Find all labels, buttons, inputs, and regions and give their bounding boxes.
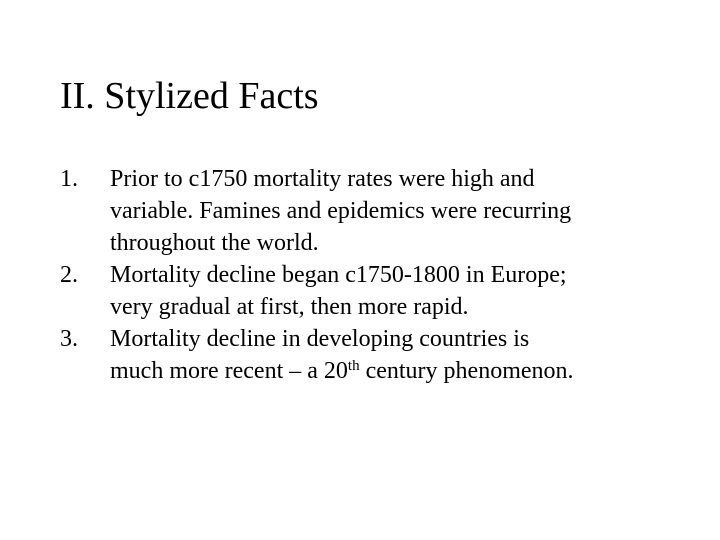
list-item-line: variable. Famines and epidemics were recurring [110, 198, 572, 224]
fact-list [60, 163, 700, 387]
list-item-number: 3. [60, 326, 78, 352]
list-item-line-with-superscript [110, 355, 700, 387]
ordinal-superscript: th [347, 358, 360, 374]
list-item-line-tail: century phenomenon. [359, 358, 574, 384]
list-item-number: 2. [60, 262, 78, 288]
list-item-line: Mortality decline in developing countries is [110, 326, 530, 352]
list-item-line-text: much more recent – a 20 [110, 358, 348, 384]
list-item [60, 323, 700, 387]
list-item-line: Prior to c1750 mortality rates were high and [110, 166, 535, 192]
list-item-line: throughout the world. [110, 230, 319, 256]
list-item-number: 1. [60, 166, 78, 192]
list-item-line: Mortality decline began c1750-1800 in Europe; [110, 262, 567, 288]
list-item-line: very gradual at first, then more rapid. [110, 294, 469, 320]
list-item [60, 259, 700, 323]
slide-title: II. Stylized Facts [60, 75, 319, 117]
list-item [60, 163, 700, 259]
